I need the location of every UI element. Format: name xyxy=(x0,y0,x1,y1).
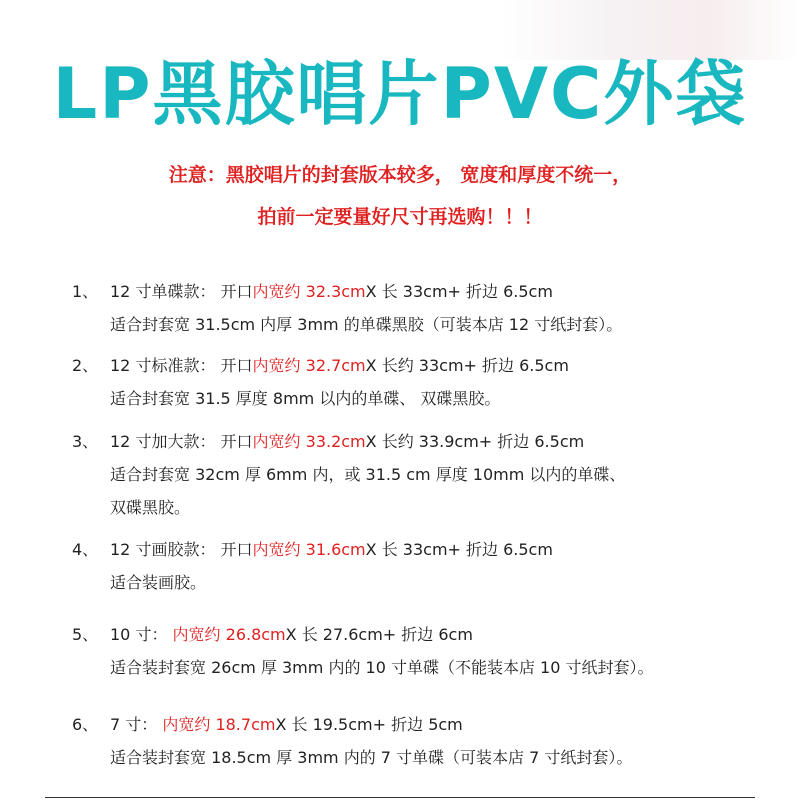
item-size: X 长约 33cm+ 折边 6.5cm xyxy=(365,356,569,375)
list-item xyxy=(72,533,762,599)
divider xyxy=(45,797,755,798)
item-description: 双碟黑胶。 xyxy=(110,498,191,517)
item-size: X 长 19.5cm+ 折边 5cm xyxy=(275,715,463,734)
item-number: 3、 xyxy=(72,432,99,451)
item-description: 适合装封套宽 26cm 厚 3mm 内的 10 寸单碟（不能装本店 10 寸纸封套）。 xyxy=(110,658,654,677)
list-item xyxy=(72,708,762,774)
item-inner-width: 内宽约 32.3cm xyxy=(252,282,366,301)
list-item xyxy=(72,275,762,341)
item-description: 适合装画胶。 xyxy=(110,573,207,592)
item-number: 2、 xyxy=(72,356,99,375)
item-name: 12 寸标准款： 开口 xyxy=(110,356,253,375)
item-number: 1、 xyxy=(72,282,99,301)
item-size: X 长 33cm+ 折边 6.5cm xyxy=(365,282,553,301)
item-description: 适合封套宽 32cm 厚 6mm 内，或 31.5 cm 厚度 10mm 以内的单碟、 xyxy=(110,465,626,484)
item-name: 12 寸单碟款： 开口 xyxy=(110,282,253,301)
item-description: 适合装封套宽 18.5cm 厚 3mm 内的 7 寸单碟（可装本店 7 寸纸封套）。 xyxy=(110,748,633,767)
item-size: X 长 33cm+ 折边 6.5cm xyxy=(365,540,553,559)
item-number: 4、 xyxy=(72,540,99,559)
item-name: 10 寸： xyxy=(110,625,173,644)
item-description: 适合封套宽 31.5 厚度 8mm 以内的单碟、 双碟黑胶。 xyxy=(110,389,501,408)
item-inner-width: 内宽约 33.2cm xyxy=(252,432,366,451)
item-name: 7 寸： xyxy=(110,715,163,734)
page-title: LP黑胶唱片PVC外袋 xyxy=(52,53,748,135)
item-number: 5、 xyxy=(72,625,99,644)
notice-line-2: 拍前一定要量好尺寸再选购！！！ xyxy=(257,206,543,228)
item-name: 12 寸加大款： 开口 xyxy=(110,432,253,451)
item-inner-width: 内宽约 31.6cm xyxy=(252,540,366,559)
item-description: 适合封套宽 31.5cm 内厚 3mm 的单碟黑胶（可装本店 12 寸纸封套）。 xyxy=(110,315,623,334)
item-size: X 长 27.6cm+ 折边 6cm xyxy=(285,625,473,644)
list-item xyxy=(72,425,762,524)
item-inner-width: 内宽约 18.7cm xyxy=(162,715,276,734)
item-inner-width: 内宽约 32.7cm xyxy=(252,356,366,375)
notice-line-1: 注意：黑胶唱片的封套版本较多， 宽度和厚度不统一， xyxy=(168,164,632,186)
item-number: 6、 xyxy=(72,715,99,734)
item-size: X 长约 33.9cm+ 折边 6.5cm xyxy=(365,432,585,451)
item-inner-width: 内宽约 26.8cm xyxy=(172,625,286,644)
list-item xyxy=(72,618,762,684)
item-name: 12 寸画胶款： 开口 xyxy=(110,540,253,559)
list-item xyxy=(72,349,762,415)
